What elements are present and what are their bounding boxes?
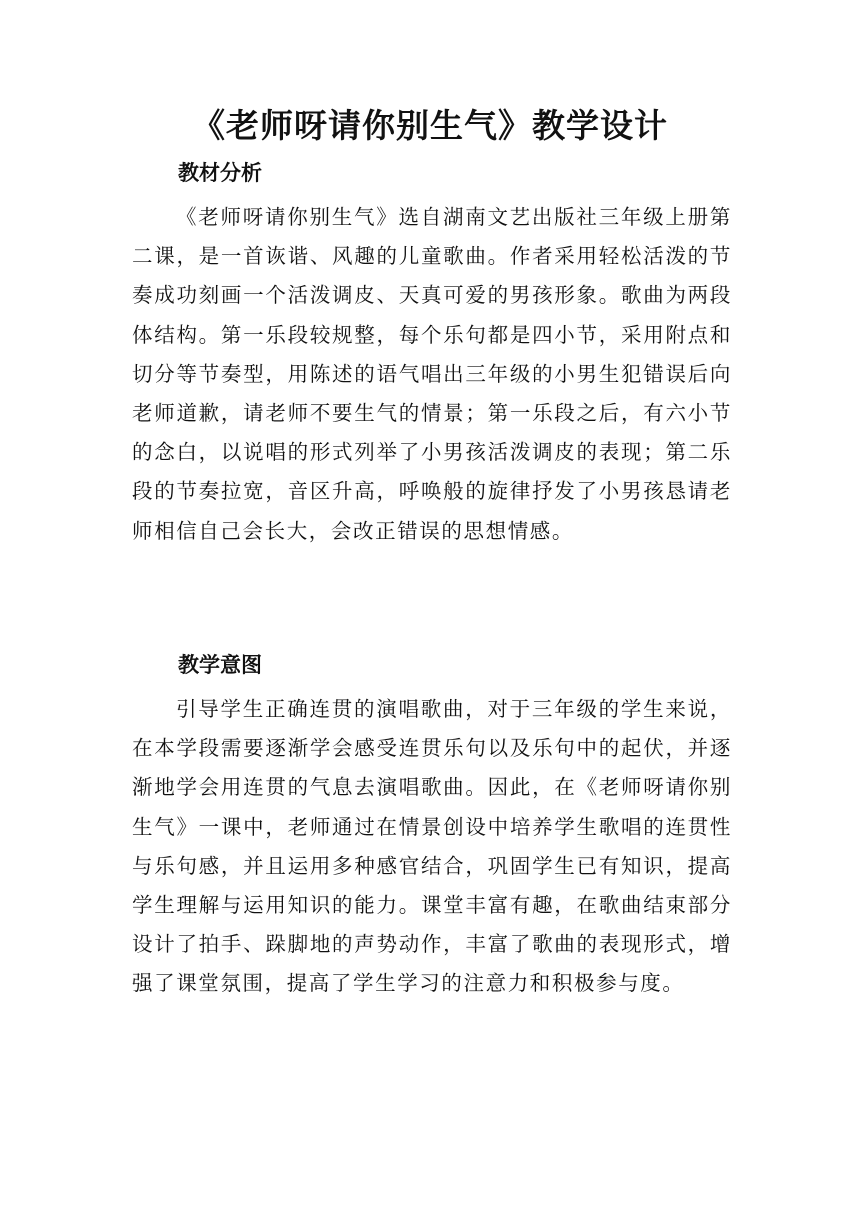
section-heading-textbook-analysis: 教材分析 — [178, 161, 262, 185]
page-title: 《老师呀请你别生气》教学设计 — [192, 106, 668, 145]
section-body-textbook-analysis: 《老师呀请你别生气》选自湖南文艺出版社三年级上册第二课，是一首诙谐、风趣的儿童歌曲。作者采用轻松活泼的节奏成功刻画一个活泼调皮、天真可爱的男孩形象。歌曲为两段体结构。第一乐段较规整，每个乐句都是四小节，采用附点和切分等节奏型，用陈述的语气唱出三年级的小男生犯错误后向老师道歉，请老师不要生气的情景；第一乐段之后，有六小节的念白，以说唱的形式列举了小男孩活泼调皮的表现；第二乐段的节奏拉宽，音区升高，呼唤般的旋律抒发了小男孩恳请老师相信自己会长大，会改正错误的思想情感。 — [132, 205, 732, 543]
section-heading-teaching-intent: 教学意图 — [178, 653, 262, 677]
section-body-teaching-intent: 引导学生正确连贯的演唱歌曲，对于三年级的学生来说，在本学段需要逐渐学会感受连贯乐句以及乐句中的起伏，并逐渐地学会用连贯的气息去演唱歌曲。因此，在《老师呀请你别生气》一课中，老师通过在情景创设中培养学生歌唱的连贯性与乐句感，并且运用多种感官结合，巩固学生已有知识，提高学生理解与运用知识的能力。课堂丰富有趣，在歌曲结束部分设计了拍手、跺脚地的声势动作，丰富了歌曲的表现形式，增强了课堂氛围，提高了学生学习的注意力和积极参与度。 — [132, 697, 732, 996]
